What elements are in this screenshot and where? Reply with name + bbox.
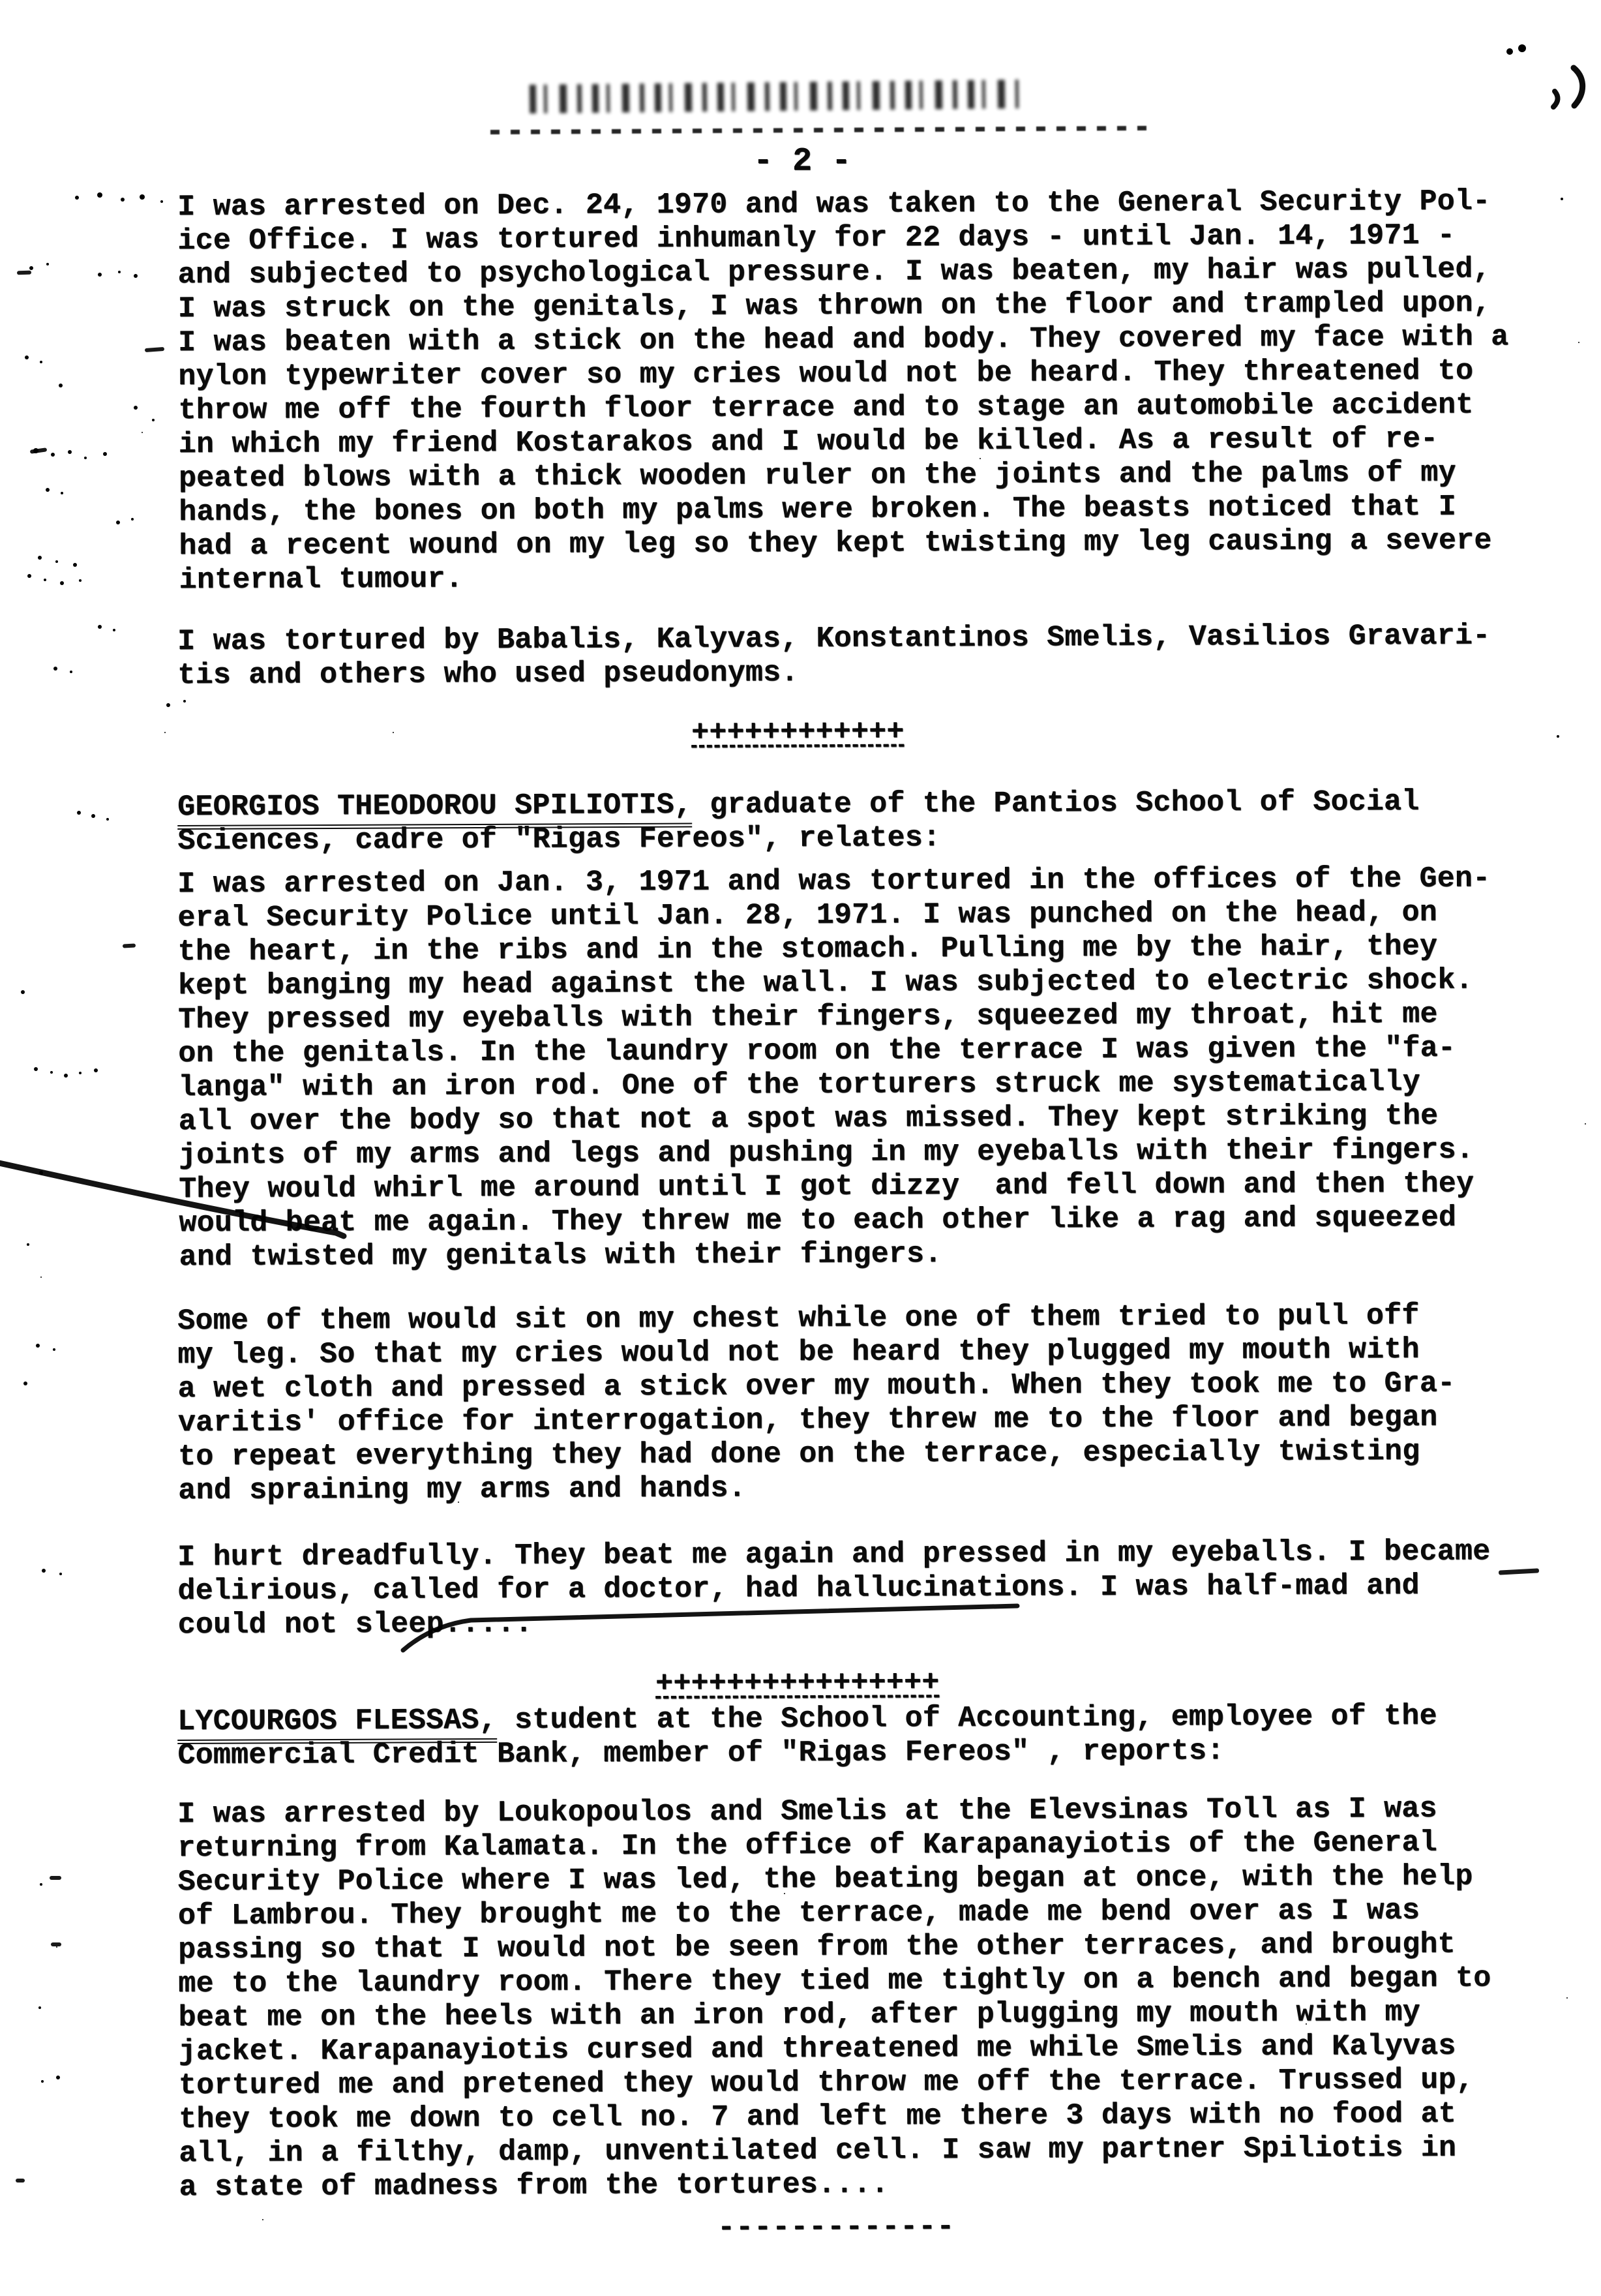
testimony2-paragraph-3: I hurt dreadfully. They beat me again and pressed in my eyeballs. I became delirious, called for a doctor, had hallucinations. I was half-mad and could not sleep..... <box>177 1535 1491 1642</box>
ink-dash-mark <box>30 447 48 454</box>
ink-dash-mark <box>16 2179 25 2183</box>
ink-dot <box>1506 48 1513 55</box>
testimony1-paragraph-1: I was arrested on Dec. 24, 1970 and was taken to the General Security Pol- ice Office. I was tortured inhumanly for 22 days - until Jan. 14, 1971 - and subjected to psychological pressure. I was beaten, my hair was pulled, I was struck on the genitals, I was thrown on the floor and trampled upon, I was beaten with a stick on the head and body. They covered my face with a nylon typewriter cover so my cries would not be heard. They threatened to throw me off the fourth floor terrace and to stage an automobile accident in which my friend Kostarakos and I would be killed. As a result of re- peated blows with a thick wooden ruler on the joints and the palms of my hands, the bones on both my palms were broken. The beasts noticed that I had a recent wound on my leg so they kept twisting my leg causing a severe internal tumour. <box>177 185 1509 597</box>
smudged-header-underline <box>490 126 1149 134</box>
testimony2-heading-rest: graduate of the Pantios School of Social Sciences, cadre of "Rigas Fereos", relates: <box>177 785 1420 858</box>
ink-dash-mark <box>145 347 164 352</box>
ink-dash-mark <box>50 1876 61 1880</box>
corner-comma-mark <box>1553 91 1558 107</box>
testimony3-paragraph-1: I was arrested by Loukopoulos and Smelis at the Elevsinas Toll as I was returning from Kalamata. In the office of Karapanayiotis of the General Security Police where I was led, the beating began at once, with the help of Lambrou. They brought me to the terrace, made me bend over as I was passing so that I would not be seen from the other terraces, and brought me to the laundry room. There they tied me tightly on a bench and began to beat me on the heels with an iron rod, after plugging my mouth with my jacket. Karapanayiotis cursed and threatened me while Smelis and Kalyvas tortured me and pretened they would throw me off the terrace. Trussed up, they took me down to cell no. 7 and left me there 3 days with no food at all, in a filthy, damp, unventilated cell. I saw my partner Spiliotis in a state of madness from the tortures.... <box>177 1792 1491 2204</box>
plus-separator-2: ++++++++++++++++ <box>655 1666 940 1700</box>
ink-dash-mark <box>123 943 136 948</box>
testimony2-paragraph-1: I was arrested on Jan. 3, 1971 and was tortured in the offices of the Gen- eral Security Police until Jan. 28, 1971. I was punched on the head, on the heart, in the ribs and in the stomach. Pulling me by the hair, they kept banging my head against the wall. I was subjected to electric shock. They pressed my eyeballs with their fingers, squeezed my throat, hit me on the genitals. In the laundry room on the terrace I was given the "fa- langa" with an iron rod. One of the torturers struck me systematically all over the body so that not a spot was missed. They kept striking the joints of my arms and legs and pushing in my eyeballs with their fingers. They would whirl me around until I got dizzy and fell down and then they would beat me again. They threw me to each other like a rag and squeezed and twisted my genitals with their fingers. <box>177 862 1491 1274</box>
testimony3-heading <box>177 1699 1573 1773</box>
ink-dash-mark <box>51 1942 61 1946</box>
page-number: - 2 - <box>753 143 852 180</box>
corner-curve-mark <box>1574 68 1583 106</box>
photocopy-speckle-noise <box>0 0 4 4</box>
testimony2-heading <box>177 785 1573 858</box>
testimony3-witness-name: LYCOURGOS FLESSAS, <box>177 1704 497 1744</box>
dashed-end-separator: ------------- <box>717 2210 955 2244</box>
testimony1-paragraph-2: I was tortured by Babalis, Kalyvas, Konstantinos Smelis, Vasilios Gravari- tis and others who used pseudonyms. <box>177 619 1491 692</box>
plus-separator-1: ++++++++++++ <box>691 715 905 749</box>
testimony2-witness-name: GEORGIOS THEODOROU SPILIOTIS, <box>177 789 692 830</box>
testimony3-heading-rest: student at the School of Accounting, employee of the Commercial Credit Bank, member of "Rigas Fereos" , reports: <box>177 1699 1437 1772</box>
smudged-header-line <box>530 80 1019 113</box>
ink-dash-mark <box>17 271 31 275</box>
testimony2-paragraph-2: Some of them would sit on my chest while one of them tried to pull off my leg. So that my cries would not be heard they plugged my mouth with a wet cloth and pressed a stick over my mouth. When they took me to Gra- varitis' office for interrogation, they threw me to the floor and began to repeat everything they had done on the terrace, especially twisting and spraining my arms and hands. <box>177 1299 1456 1507</box>
ink-dot <box>1518 44 1526 52</box>
